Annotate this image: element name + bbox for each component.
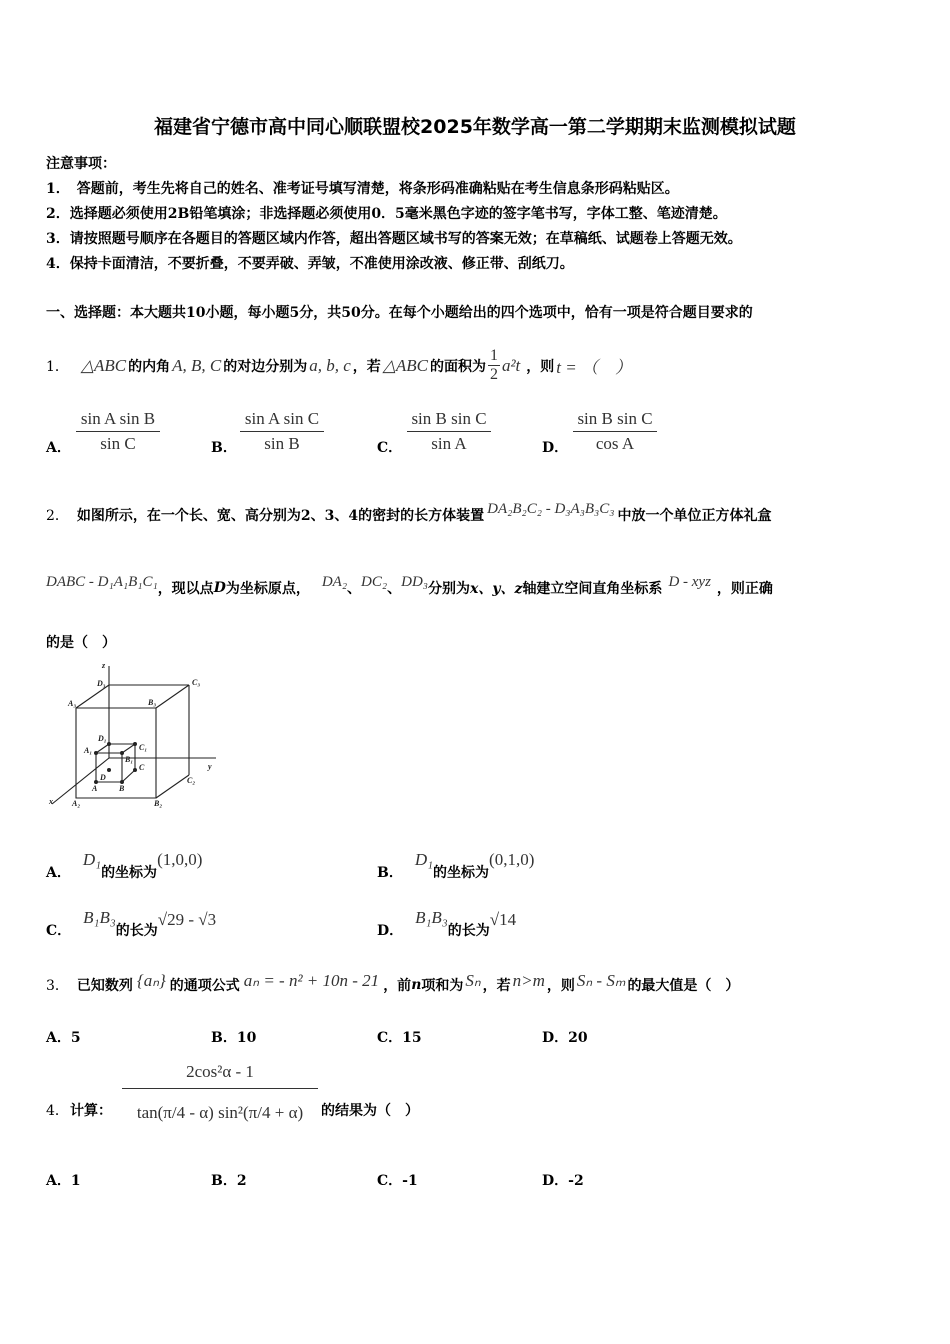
notice-item-3: 3．请按照题号顺序在各题目的答题区域内作答，超出答题区域书写的答案无效；在草稿纸、试题卷上答题无效。 (46, 231, 742, 247)
q2-option-b-text: 的坐标为 (433, 865, 490, 881)
q4-option-c: C．-1 (377, 1173, 418, 1189)
q2-option-c-segment: B₁B₃ (83, 908, 116, 927)
q2-text-6: 轴建立空间直角坐标系 (522, 581, 663, 597)
q2-edge-3: DD₃ (401, 573, 428, 590)
q1-ask: t = （ ） (556, 358, 632, 377)
notice-heading: 注意事项： (46, 156, 116, 172)
q1-number: 1． (46, 358, 69, 375)
q2-small-box: DABC - D₁A₁B₁C₁ (46, 573, 158, 590)
q3-sequence: {aₙ} (136, 971, 166, 990)
label-D: D (100, 773, 106, 782)
q2-option-d (377, 908, 517, 939)
q2-text-3: ，现以点 (157, 581, 214, 597)
small-cube-edge (96, 744, 109, 753)
q3-option-c: C．15 (377, 1030, 422, 1046)
q1-text-3: ，若 (352, 358, 381, 375)
q1-angles: A, B, C (172, 355, 222, 375)
q2-text-4: 为坐标原点， (225, 581, 310, 597)
q3-text-3: ，前 (383, 978, 412, 994)
q1-area-fraction: 1 2 (489, 347, 498, 383)
q4-text-1: 计算： (70, 1103, 112, 1119)
q2-system: D - xyz (668, 573, 711, 590)
q2-text-1: 如图所示，在一个长、宽、高分别为2、3、4的密封的长方体装置 (76, 508, 485, 524)
label-B3: B₃ (148, 698, 157, 707)
q3-text-7: 的最大值是（ ） (627, 978, 740, 994)
label-x: x (49, 797, 53, 806)
q2-option-a-text: 的坐标为 (101, 865, 158, 881)
notice-item-4: 4．保持卡面清洁，不要折叠，不要弄破、弄皱，不准使用涂改液、修正带、刮纸刀。 (46, 256, 574, 272)
q3-text-1: 已知数列 (76, 978, 133, 994)
q2-text-5: 分别为 (428, 581, 470, 597)
label-A2: A₂ (72, 799, 81, 808)
q2-edge-2: DC₂ (361, 573, 388, 590)
q2-option-a-label: A． (46, 865, 71, 881)
q1-text-4: 的面积为 (429, 358, 486, 375)
label-A3: A₃ (68, 699, 77, 708)
q2-option-d-label: D． (377, 923, 404, 939)
q2-text-7: ，则正确 (716, 581, 773, 597)
label-B: B (119, 784, 125, 793)
label-D3: D₃ (97, 679, 106, 688)
label-B1: B₁ (125, 755, 134, 764)
notice-item-2: 2．选择题必须使用2B铅笔填涂；非选择题必须使用0．5毫米黑色字迹的签字笔书写，字体工整、笔迹清楚。 (46, 206, 727, 222)
q1-area-tail: a²t (501, 355, 521, 375)
q1-option-a-fraction: $\frac{\text{sin A sin B}}{\text{sin C}}$ (76, 409, 160, 454)
label-C1: C₁ (139, 743, 148, 752)
q3-condition: n>m (512, 971, 545, 990)
big-box-edge (76, 685, 109, 708)
q2-option-b-value: (0,1,0) (489, 850, 535, 869)
q3-text-5: ，若 (482, 978, 511, 994)
q1-option-b-fraction: $\frac{\text{sin A sin C}}{\text{sin B}}$ (240, 409, 324, 454)
label-C2: C₂ (187, 776, 196, 785)
label-C: C (139, 763, 145, 772)
q2-option-c (46, 908, 217, 939)
vertex-dot (107, 768, 111, 772)
vertex-dot (94, 751, 98, 755)
q2-option-c-text: 的长为 (115, 923, 158, 939)
q3-option-a: A．5 (46, 1030, 81, 1046)
q2-option-a-value: (1,0,0) (157, 850, 203, 869)
question-2-line-1 (46, 500, 772, 525)
q3-n: n (411, 977, 422, 993)
q2-option-d-text: 的长为 (447, 923, 490, 939)
q1-option-a-label: A． (46, 440, 71, 456)
q2-text-2: 中放一个单位正方体礼盒 (617, 508, 772, 524)
vertex-dot (133, 742, 137, 746)
big-box-edge (156, 775, 189, 798)
q2-option-b-point: D₁ (414, 850, 434, 869)
q1-option-c-fraction: $\frac{\text{sin B sin C}}{\text{sin A}}$ (407, 409, 491, 454)
q4-number: 4． (46, 1103, 69, 1119)
q2-text-8: 的是（ ） (46, 635, 116, 651)
q3-formula: aₙ = - n² + 10n - 21 (243, 971, 380, 990)
q1-option-b-label: B． (211, 440, 237, 456)
label-A1: A₁ (84, 746, 93, 755)
q2-option-a (46, 850, 203, 881)
small-cube-edge (122, 744, 135, 753)
q1-sides: a, b, c (309, 355, 351, 375)
q1-option-c-label: C． (377, 440, 403, 456)
q3-option-d: D．20 (542, 1030, 588, 1046)
q4-option-d: D．-2 (542, 1173, 584, 1189)
label-z: z (102, 661, 106, 670)
q2-option-b (377, 850, 535, 881)
q3-sn: Sₙ (465, 971, 481, 990)
q2-number: 2． (46, 508, 69, 524)
q2-option-c-value: √29 - √3 (157, 910, 217, 929)
q2-sep-2: 、 (387, 581, 402, 597)
vertex-dot (120, 751, 124, 755)
question-2-line-2 (46, 573, 773, 598)
q2-edge-1: DA₂ (321, 573, 348, 590)
q1-option-d-label: D． (542, 440, 569, 456)
q3-number: 3． (46, 978, 69, 994)
cuboid-figure (44, 658, 224, 810)
label-A: A (92, 784, 98, 793)
label-C3: C₃ (192, 678, 201, 687)
q2-option-d-segment: B₁B₃ (415, 908, 448, 927)
q2-option-b-label: B． (377, 865, 403, 881)
label-B2: B₂ (154, 799, 163, 808)
q4-text-2: 的结果为（ ） (321, 1103, 419, 1119)
q2-axes: x、y、z (470, 581, 523, 597)
vertex-dot (107, 742, 111, 746)
q3-text-6: ，则 (546, 978, 575, 994)
q1-triangle-2: △ABC (382, 355, 428, 375)
label-y: y (208, 762, 212, 771)
notice-item-1: 1． 答题前，考生先将自己的姓名、准考证号填写清楚，将条形码准确粘贴在考生信息条形码粘贴区。 (46, 181, 679, 197)
q2-big-box: DA₂B₂C₂ - D₃A₃B₃C₃ (487, 500, 615, 517)
section-heading: 一、选择题：本大题共10小题，每小题5分，共50分。在每个小题给出的四个选项中，恰有一项是符合题目要求的 (46, 305, 753, 321)
question-3 (46, 971, 740, 995)
question-1 (46, 347, 632, 384)
label-D1: D₁ (98, 734, 107, 743)
vertex-dot (133, 768, 137, 772)
page-title: 福建省宁德市高中同心顺联盟校2025年数学高一第二学期期末监测模拟试题 (154, 116, 796, 138)
small-cube-edge (122, 770, 135, 782)
q1-text-1: 的内角 (128, 358, 171, 375)
q2-origin: D (213, 580, 226, 596)
q4-fraction: $\frac{\text{2cos²α - 1}}{\text{tan(π/4 - α) sin²(π/4 + α)}}$ (122, 1062, 318, 1123)
q3-difference: Sₙ - Sₘ (576, 971, 626, 990)
q1-triangle: △ABC (80, 355, 127, 375)
q2-sep-1: 、 (347, 581, 362, 597)
q2-option-c-label: C． (46, 923, 72, 939)
q4-option-b: B．2 (211, 1173, 247, 1189)
q3-text-4: 项和为 (421, 978, 464, 994)
q1-text-5: ，则 (526, 358, 555, 375)
q4-option-a: A．1 (46, 1173, 81, 1189)
q1-option-d-fraction: $\frac{\text{sin B sin C}}{\text{cos A}}$ (573, 409, 657, 454)
q3-text-2: 的通项公式 (169, 978, 240, 994)
q1-text-2: 的对边分别为 (223, 358, 308, 375)
big-box-edge (156, 685, 189, 708)
q3-option-b: B．10 (211, 1030, 257, 1046)
q2-option-d-value: √14 (489, 910, 517, 929)
q2-option-a-point: D₁ (82, 850, 102, 869)
